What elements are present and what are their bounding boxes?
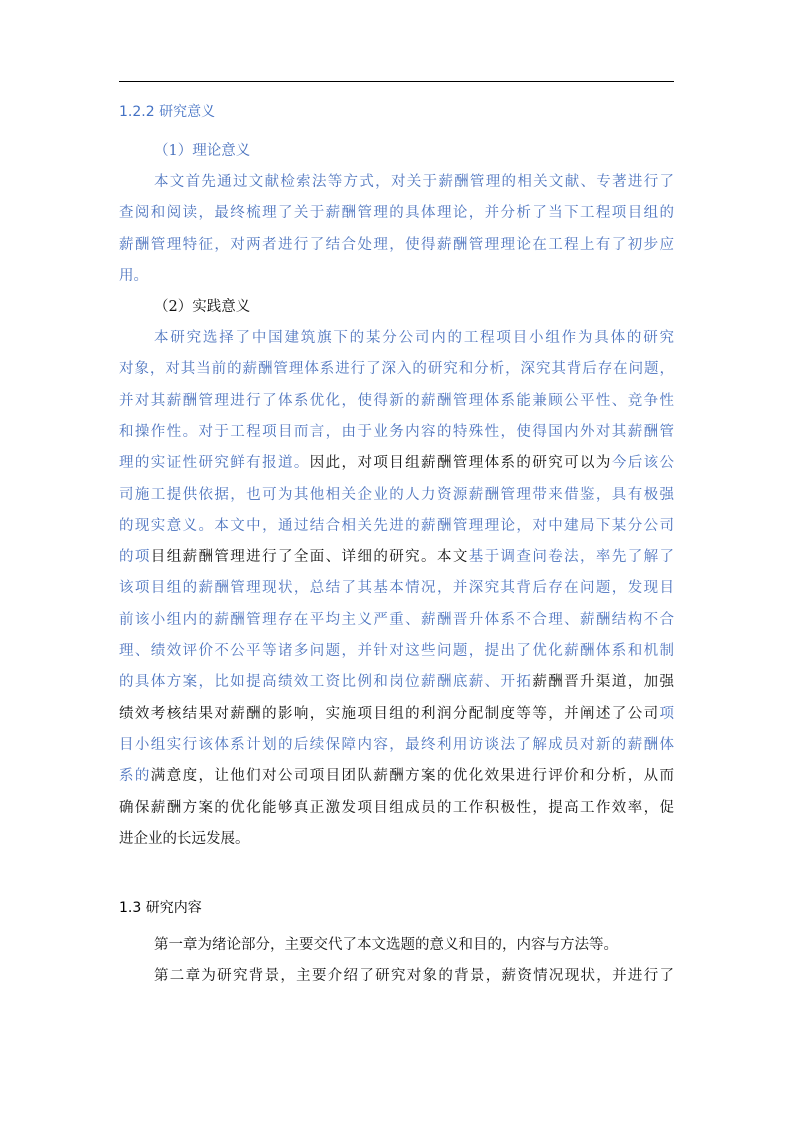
text-span: 第二章为研究背景，主要介绍了研究对象的背景，薪资情况现状，并进行了 bbox=[154, 968, 674, 985]
text-span: 理的实证性研究鲜有报道。 bbox=[119, 455, 310, 472]
text-line bbox=[119, 266, 674, 286]
text-line bbox=[119, 516, 674, 536]
text-span: 该项目组的薪酬管理现状，总结了其基本情况，并深究其背后存在问题，发现目 bbox=[119, 580, 674, 597]
text-span: 并对其薪酬管理进行了体系优化，使得新的薪酬管理体系能兼顾公平性、竞争性 bbox=[119, 392, 674, 409]
text-span: 的现实意义。本文中，通过结合相关先进的薪酬管理理论，对中建局下某分公司 bbox=[119, 517, 674, 534]
text-span: 司施工提供依据，也可为其他相关企业的人力资源薪酬管理带来借鉴，具有极强 bbox=[119, 486, 674, 503]
text-line bbox=[119, 485, 674, 505]
text-span: 用。 bbox=[119, 267, 148, 284]
text-span: 今后该公 bbox=[611, 455, 675, 472]
text-span: 目小组实行该体系计划的后续保障内容，最终利用访谈法了解成员对新的薪酬体 bbox=[119, 736, 674, 753]
text-span: 对象，对其当前的薪酬管理体系进行了深入的研究和分析，深究其背后存在问题， bbox=[119, 361, 674, 378]
text-line bbox=[119, 422, 674, 442]
text-span: 的具体方案，比如提高绩效工资比例和岗位薪酬底薪、开拓 bbox=[119, 674, 533, 691]
subheading-theoretical-significance: （1）理论意义 bbox=[154, 143, 251, 159]
text-span: 薪酬晋升渠道，加强 bbox=[532, 674, 675, 691]
text-line bbox=[154, 935, 674, 955]
text-line bbox=[119, 203, 674, 223]
text-line bbox=[119, 829, 674, 849]
text-span: 因此，对项目组薪酬管理体系的研究可以为 bbox=[309, 455, 612, 472]
text-line bbox=[119, 547, 674, 567]
text-line bbox=[119, 235, 674, 255]
text-line bbox=[119, 672, 674, 692]
text-line bbox=[154, 328, 674, 348]
text-span: 本文首先通过文献检索法等方式，对关于薪酬管理的相关文献、专著进行了 bbox=[154, 174, 674, 190]
section-heading-1-3: 1.3 研究内容 bbox=[119, 900, 202, 916]
text-span: 薪酬管理特征，对两者进行了结合处理，使得薪酬管理理论在工程上有了初步应 bbox=[119, 236, 674, 253]
text-span: 确保薪酬方案的优化能够真正激发项目组成员的工作积极性，提高工作效率，促 bbox=[119, 799, 674, 816]
text-line bbox=[119, 641, 674, 661]
text-line bbox=[119, 766, 674, 786]
text-line bbox=[119, 610, 674, 630]
text-span: 和操作性。对于工程项目而言，由于业务内容的特殊性，使得国内外对其薪酬管 bbox=[119, 423, 674, 440]
text-span: 进企业的长远发展。 bbox=[119, 830, 250, 847]
text-line bbox=[119, 798, 674, 818]
text-line bbox=[119, 735, 674, 755]
text-span: 基于调查问卷法，率先了解了 bbox=[468, 549, 675, 566]
text-line bbox=[119, 391, 674, 411]
text-line bbox=[119, 359, 674, 379]
text-line bbox=[119, 704, 674, 724]
text-span: 目组薪酬管理进行了全面、详细的研究。本文 bbox=[150, 549, 469, 566]
text-span: 本研究选择了中国建筑旗下的某分公司内的工程项目小组作为具体的研究 bbox=[154, 330, 674, 346]
text-span: 绩效考核结果对薪酬的影响，实施项目组的利润分配制度等等，并阐述了公司 bbox=[119, 705, 660, 722]
text-span: 理、绩效评价不公平等诸多问题，并针对这些问题，提出了优化薪酬体系和机制 bbox=[119, 643, 674, 659]
text-span: 系的 bbox=[119, 768, 151, 785]
text-line bbox=[154, 966, 674, 986]
text-line bbox=[119, 453, 674, 473]
text-span: 满意度，让他们对公司项目团队薪酬方案的优化效果进行评价和分析，从而 bbox=[150, 768, 674, 785]
text-line bbox=[154, 172, 674, 192]
header-rule bbox=[119, 81, 674, 82]
text-span: 查阅和阅读，最终梳理了关于薪酬管理的具体理论，并分析了当下工程项目组的 bbox=[119, 205, 674, 222]
text-span: 的项 bbox=[119, 549, 151, 566]
text-line bbox=[119, 578, 674, 598]
section-heading-1-2-2: 1.2.2 研究意义 bbox=[119, 104, 216, 120]
text-span: 前该小组内的薪酬管理存在平均主义严重、薪酬晋升体系不合理、薪酬结构不合 bbox=[119, 611, 674, 628]
subheading-practical-significance: （2）实践意义 bbox=[154, 299, 251, 315]
text-span: 第一章为绪论部分，主要交代了本文选题的意义和目的，内容与方法等。 bbox=[154, 937, 618, 953]
text-span: 项 bbox=[659, 705, 674, 722]
